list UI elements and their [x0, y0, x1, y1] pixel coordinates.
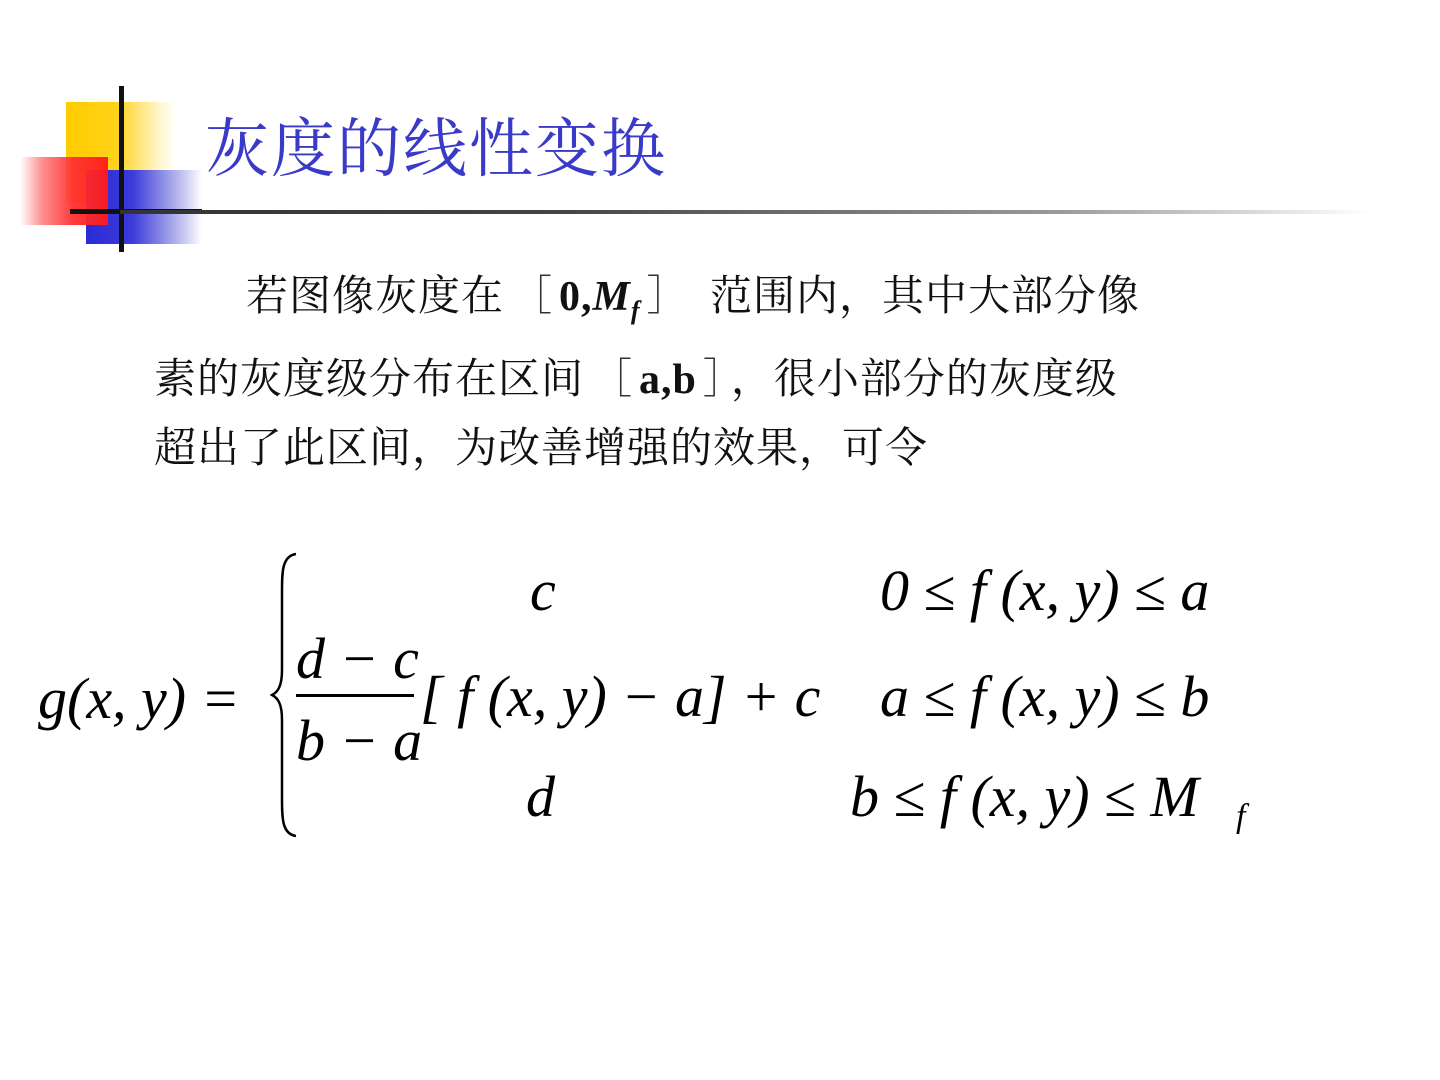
- paragraph-text: ，很小部分的灰度级: [730, 354, 1118, 404]
- fraction-denominator: b − a: [296, 708, 423, 773]
- interval-m: M: [592, 274, 631, 320]
- paragraph-text: 范围内，其中大部分像: [709, 271, 1140, 320]
- case1-value: c: [530, 558, 556, 623]
- case2-rest: [ f (x, y) − a] + c: [420, 664, 821, 729]
- fraction-bar: [296, 694, 414, 697]
- paragraph-text: 若图像灰度在: [246, 271, 505, 320]
- case3-value: d: [526, 764, 555, 829]
- bracket-open: ［: [590, 354, 634, 404]
- formula-lhs: g(x, y) =: [38, 666, 240, 731]
- interval-m-subscript: f: [630, 296, 641, 326]
- case1-condition: 0 ≤ f (x, y) ≤ a: [880, 558, 1210, 623]
- paragraph-line-3: 超出了此区间，为改善增强的效果，可令: [154, 423, 929, 473]
- case2-condition: a ≤ f (x, y) ≤ b: [880, 664, 1210, 729]
- fraction-numerator: d − c: [296, 626, 419, 691]
- interval-start: 0,: [559, 274, 593, 320]
- bracket-open: ［: [510, 271, 554, 320]
- case3-condition: b ≤ f (x, y) ≤ M: [850, 764, 1199, 829]
- paragraph-text: 素的灰度级分布在区间: [154, 354, 585, 404]
- bracket-close: ］: [646, 271, 690, 320]
- interval-a-b: a,b: [639, 357, 697, 404]
- bracket-close: ］: [702, 354, 725, 404]
- slide-title: 灰度的线性变换: [205, 113, 667, 187]
- case3-subscript: f: [1236, 798, 1246, 835]
